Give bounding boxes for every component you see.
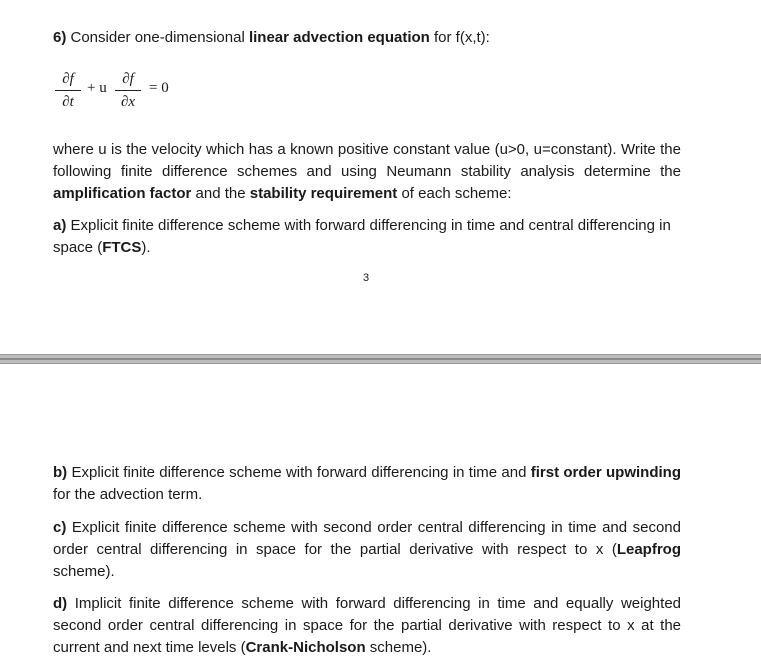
question-6-intro	[53, 27, 681, 49]
part-b	[53, 462, 681, 506]
part-c	[53, 517, 681, 583]
amplification-factor-term: amplification factor	[53, 185, 192, 202]
df-dt-fraction	[55, 70, 81, 111]
stability-requirement-term: stability requirement	[249, 185, 398, 202]
intro-text: Consider one-dimensional	[66, 29, 249, 46]
denominator: ∂t	[62, 94, 74, 110]
part-d-text-end: scheme).	[365, 639, 432, 656]
plus-u: + u	[87, 80, 107, 96]
part-b-text-end: for the advection term.	[53, 486, 203, 503]
document-page-2	[0, 364, 761, 666]
part-a-text: Explicit finite difference scheme with forward differencing in time and central differencing in space (	[53, 217, 671, 256]
part-d-label: d)	[53, 595, 68, 612]
part-b-scheme-name: first order upwinding	[530, 464, 681, 481]
advection-equation	[55, 70, 195, 120]
equation-name: linear advection equation	[248, 29, 430, 46]
part-c-text-end: scheme).	[53, 563, 115, 580]
equals-zero: = 0	[149, 80, 169, 96]
numerator: ∂f	[122, 71, 134, 87]
part-b-label: b)	[53, 464, 68, 481]
question-number: 6)	[53, 29, 67, 46]
part-c-text: Explicit finite difference scheme with second order central differencing in time and second order central differencing in space for the partial derivative with respect to x (	[53, 519, 681, 558]
part-c-label: c)	[53, 519, 67, 536]
intro-text-end: for f(x,t):	[429, 29, 490, 46]
df-dx-fraction	[115, 70, 141, 111]
part-d-scheme-name: Crank-Nicholson	[245, 639, 366, 656]
description-text: where u is the velocity which has a known positive constant value (u>0, u=constant). Write the following finite difference schemes and using Neumann stability analysis determine the	[53, 141, 681, 180]
part-a-text-end: ).	[141, 239, 151, 256]
part-c-scheme-name: Leapfrog	[616, 541, 681, 558]
numerator: ∂f	[62, 71, 74, 87]
description-text-end: of each scheme:	[397, 185, 512, 202]
description-paragraph	[53, 139, 681, 205]
denominator: ∂x	[120, 94, 136, 110]
part-a	[53, 215, 681, 259]
page-number: 3	[362, 272, 370, 284]
page-divider	[0, 354, 761, 364]
part-a-scheme-name: FTCS	[102, 239, 142, 256]
part-a-label: a)	[53, 217, 67, 234]
part-b-text: Explicit finite difference scheme with forward differencing in time and	[67, 464, 531, 481]
description-text-mid: and the	[191, 185, 250, 202]
part-d	[53, 593, 681, 659]
part-d-text: Implicit finite difference scheme with forward differencing in time and equally weighted second order central differencing in space for the partial derivative with respect to x at the current and next time levels (	[53, 595, 681, 656]
